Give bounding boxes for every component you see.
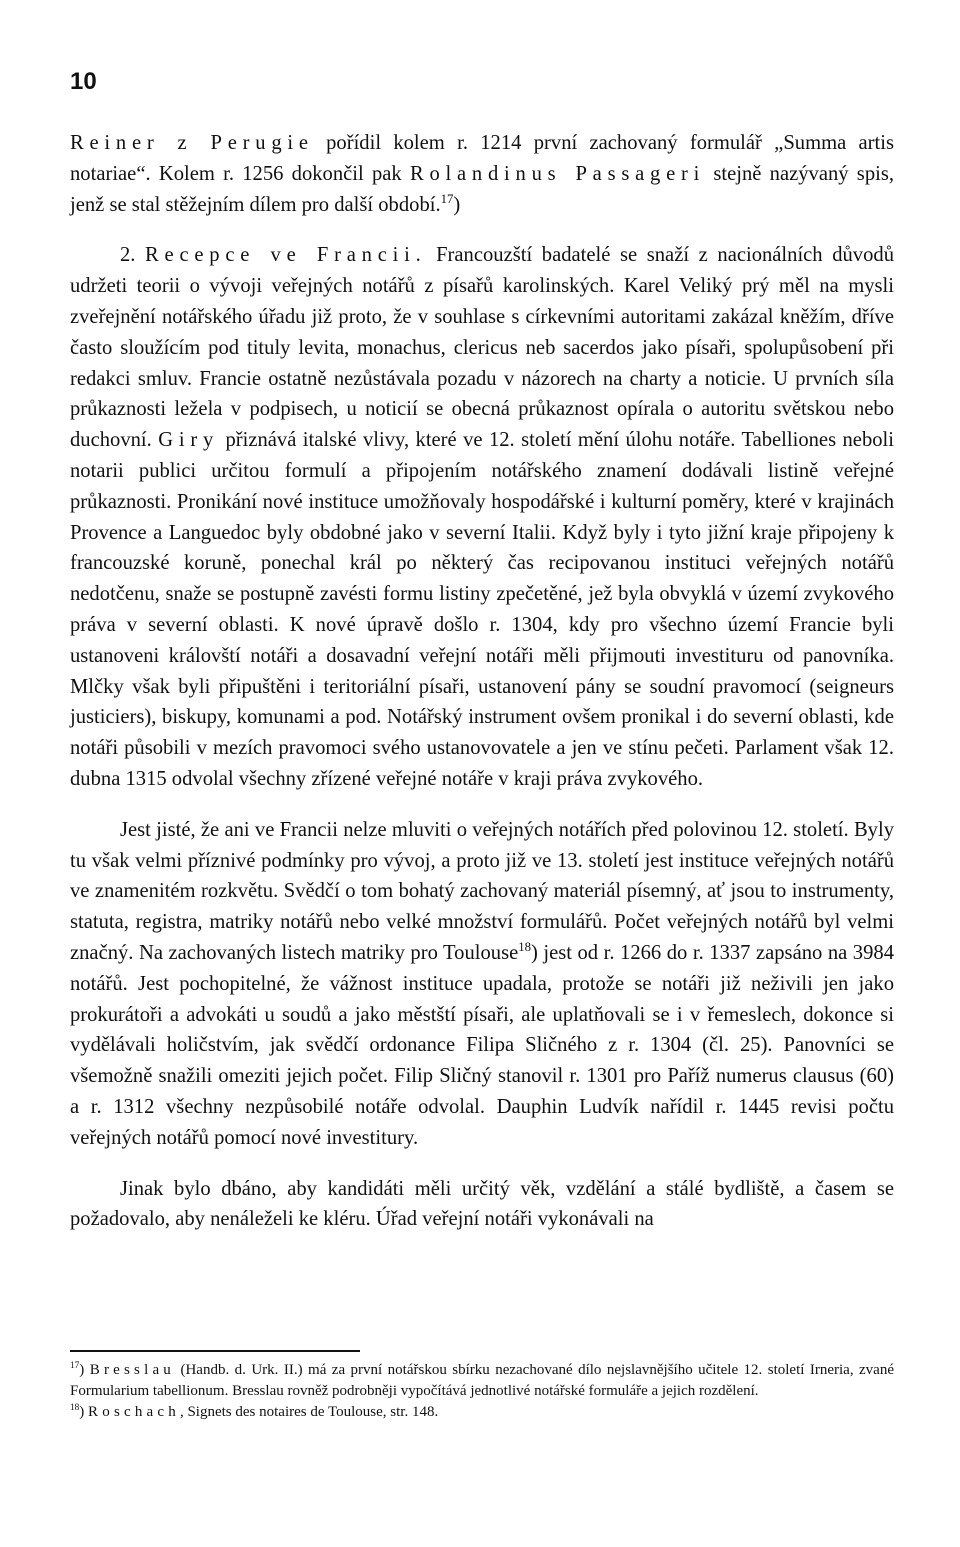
footnote-divider — [70, 1350, 360, 1352]
text-run: Francouzští badatelé se snaží z nacionálních důvodů udržeti teorii o vývoji veřejných notářů z písařů karolinských. Karel Veliký prý měl na mysli zveřejnění notářského úřadu již proto, že v souhlase s církevními autoritami zakázal kněžím, dříve často sloužícím pod tituly levita, monachus, clericus neb sacerdos jako písaři, spolupůsobení při redakci smluv. Francie ostatně nezůstávala pozadu v názorech na charty a noticie. U prvních síla průkaznosti ležela v podpisech, u noticií se obecná průkaznost opírala o autoritu světskou nebo duchovní. — [70, 244, 894, 452]
text-run: ) — [453, 193, 461, 216]
paragraph — [70, 240, 894, 794]
text-run: , Signets des notaires de Toulouse, str. 148. — [179, 1404, 439, 1420]
page-number: 10 — [70, 68, 97, 95]
footnote-marker: 17 — [440, 191, 454, 206]
spaced-name: Bresslau — [89, 1362, 176, 1378]
footnote-marker: 18 — [70, 1403, 80, 1413]
body-text — [70, 128, 894, 1235]
spaced-name: Giry — [158, 429, 220, 452]
footnotes — [70, 1360, 894, 1423]
footnote — [70, 1402, 894, 1423]
footnote-marker: 17 — [70, 1361, 80, 1371]
spaced-name: Recepce ve Francii. — [145, 244, 427, 267]
paragraph — [70, 1174, 894, 1236]
paragraph — [70, 815, 894, 1154]
text-run: pořídil kolem r. 1214 první zachovaný formulář „Summa artis notariae“. Kolem r. 1256 dokončil pak — [70, 132, 895, 185]
spaced-name: Rolandinus Passageri — [409, 162, 706, 185]
text-run: 2. — [120, 244, 146, 267]
text-run: Jinak bylo dbáno, aby kandidáti měli určitý věk, vzdělání a stálé bydliště, a časem se požadovalo, aby nenáleželi ke kléru. Úřad veřejní notáři vykonávali na — [70, 1177, 894, 1231]
text-run: (Handb. d. Urk. II.) má za první notářskou sbírku nezachované dílo nejslavnějšího učitele 12. století Irneria, zvané Formularium tabellionum. Bresslau rovněž podrobněji vypočítává jednotlivé notářské formuláře a jejich rozdělení. — [70, 1362, 894, 1399]
text-run: ) jest od r. 1266 do r. 1337 zapsáno na 3984 notářů. Jest pochopitelné, že vážnost instituce upadala, protože se notáři již neživili jen jako prokurátoři a advokáti u soudů a jako městští písaři, ale uplatňovali se i v řemeslech, dokonce si vydělávali holičstvím, jak svědčí ordonance Filipa Sličného z r. 1304 (čl. 25). Panovníci se všemožně snažili omeziti jejich počet. Filip Sličný stanovil r. 1301 pro Paříž numerus clausus (60) a r. 1312 všechny nezpůsobilé notáře odvolal. Dauphin Ludvík nařídil r. 1445 revisi počtu veřejných notářů pomocí nové investitury. — [70, 941, 894, 1149]
text-run: stejně nazývaný spis, jenž se stal stěžejním dílem pro další období. — [70, 162, 895, 216]
text-run: přiznává italské vlivy, které ve 12. století mění úlohu notáře. Tabelliones neboli notarii publici určitou formulí a připojením notářského znamení dodávali listině veřejné průkaznosti. Pronikání nové instituce umožňovaly hospodářské i kulturní poměry, které v krajinách Provence a Languedoc byly obdobné jako v severní Italii. Když byly i tyto jižní kraje připojeny k francouzské koruně, ponechal král po některý čas recipovanou instituci veřejných notářů nedotčenu, snaže se postupně zavésti formu listiny zpečetěné, jež byla obvyklá v území zvykového práva v severní oblasti. K nové úpravě došlo r. 1304, kdy pro všechno území Francie byli ustanoveni královští notáři a dosavadní veřejní notáři měli přijmouti investituru od panovníka. Mlčky však byli připuštěni i teritoriální písaři, ustanovení pány se soudní pravomocí (seigneurs justiciers), biskupy, komunami a pod. Notářský instrument ovšem pronikal i do severní oblasti, kde notáři působili v mezích pravomoci svého ustanovovatele a jen ve stínu pečeti. Parlament však 12. dubna 1315 odvolal všechny zřízené veřejné notáře v kraji práva zvykového. — [70, 429, 894, 790]
spaced-name: Reiner z Perugie — [70, 132, 314, 154]
footnote-marker: 18 — [518, 940, 531, 955]
text-run: Jest jisté, že ani ve Francii nelze mluviti o veřejných notářích před polovinou 12. století. Byly tu však velmi příznivé podmínky pro vývoj, a proto již ve 13. století jest instituce veřejných notářů ve znamenitém rozkvětu. Svědčí o tom bohatý zachovaný materiál písemný, ať jsou to instrumenty, statuta, registra, matriky notářů nebo velké množství formulářů. Počet veřejných notářů byl velmi značný. Na zachovaných listech matriky pro Toulouse — [70, 818, 894, 964]
footnote — [70, 1360, 894, 1402]
spaced-name: Roschach — [88, 1404, 180, 1420]
text-run: ) — [79, 1362, 90, 1378]
text-run: ) — [79, 1404, 89, 1420]
paragraph — [70, 128, 894, 220]
